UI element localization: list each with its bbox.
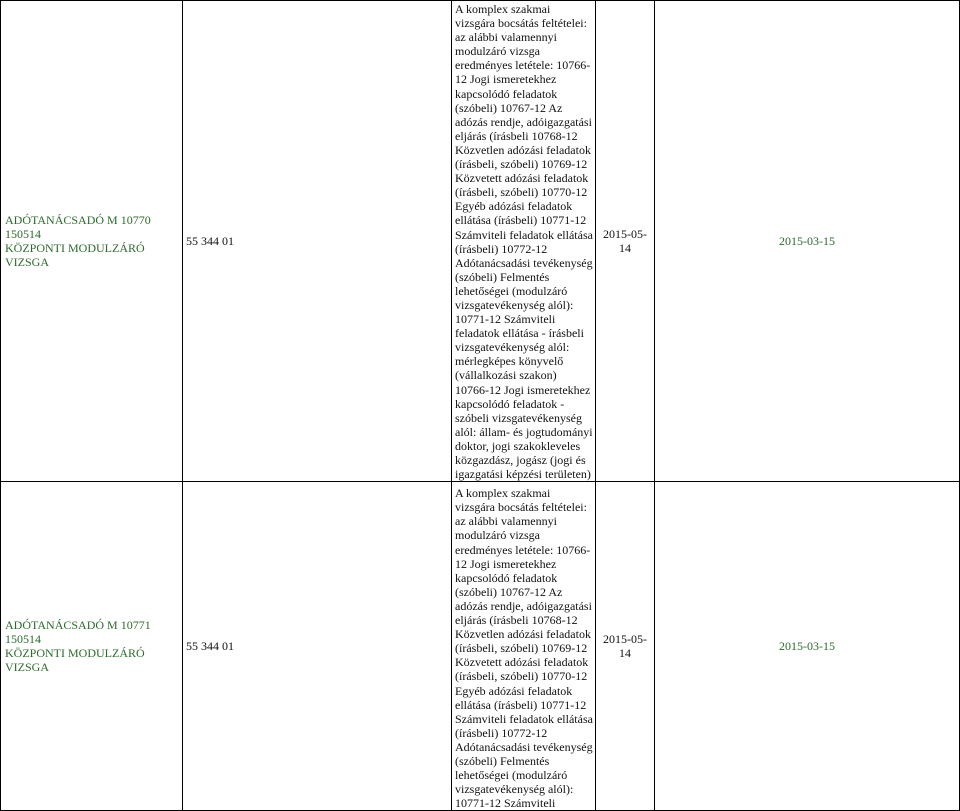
table-row xyxy=(1,1,960,482)
exam-name: ADÓTANÁCSADÓ M 10771 150514 xyxy=(5,618,151,647)
exam-type: KÖZPONTI MODULZÁRÓ VIZSGA xyxy=(5,241,145,270)
exam-name-cell xyxy=(1,482,183,811)
exam-type: KÖZPONTI MODULZÁRÓ VIZSGA xyxy=(5,646,145,675)
application-deadline: 2015-03-15 xyxy=(655,1,960,482)
exam-name-cell xyxy=(1,1,183,482)
exam-conditions: A komplex szakmai vizsgára bocsátás feltételei: az alábbi valamennyi modulzáró vizsga eredményes letétele: 10766-12 Jogi ismeretekhez kapcsolódó feladatok (szóbeli) 10767-12 Az adózás rendje, adóigazgatási eljárás (írásbeli 10768-12 Közvetlen adózási feladatok (írásbeli, szóbeli) 10769-12 Közvetett adózási feladatok (írásbeli, szóbeli) 10770-12 Egyéb adózási feladatok ellátása (írásbeli) 10771-12 Számviteli feladatok ellátása (írásbeli) 10772-12 Adótanácsadási tevékenység (szóbeli) Felmentés lehetőségei (modulzáró vizsgatevékenység alól): 10771-12 Számviteli xyxy=(452,482,596,811)
exam-date: 2015-05-14 xyxy=(596,482,655,811)
table-row xyxy=(1,482,960,811)
exam-date: 2015-05-14 xyxy=(596,1,655,482)
exam-name: ADÓTANÁCSADÓ M 10770 150514 xyxy=(5,212,151,241)
qualification-code: 55 344 01 xyxy=(183,1,452,482)
exam-conditions: A komplex szakmai vizsgára bocsátás feltételei: az alábbi valamennyi modulzáró vizsga eredményes letétele: 10766-12 Jogi ismeretekhez kapcsolódó feladatok (szóbeli) 10767-12 Az adózás rendje, adóigazgatási eljárás (írásbeli 10768-12 Közvetlen adózási feladatok (írásbeli, szóbeli) 10769-12 Közvetett adózási feladatok (írásbeli, szóbeli) 10770-12 Egyéb adózási feladatok ellátása (írásbeli) 10771-12 Számviteli feladatok ellátása (írásbeli) 10772-12 Adótanácsadási tevékenység (szóbeli) Felmentés lehetőségei (modulzáró vizsgatevékenység alól): 10771-12 Számviteli feladatok ellátása - írásbeli vizsgatevékenység alól: mérlegképes könyvelő (vállalkozási szakon) 10766-12 Jogi ismeretekhez kapcsolódó feladatok - szóbeli vizsgatevékenység alól: állam- és jogtudományi doktor, jogi szakokleveles közgazdász, jogász (jogi és igazgatási képzési területen) xyxy=(452,1,596,482)
qualification-code: 55 344 01 xyxy=(183,482,452,811)
application-deadline: 2015-03-15 xyxy=(655,482,960,811)
